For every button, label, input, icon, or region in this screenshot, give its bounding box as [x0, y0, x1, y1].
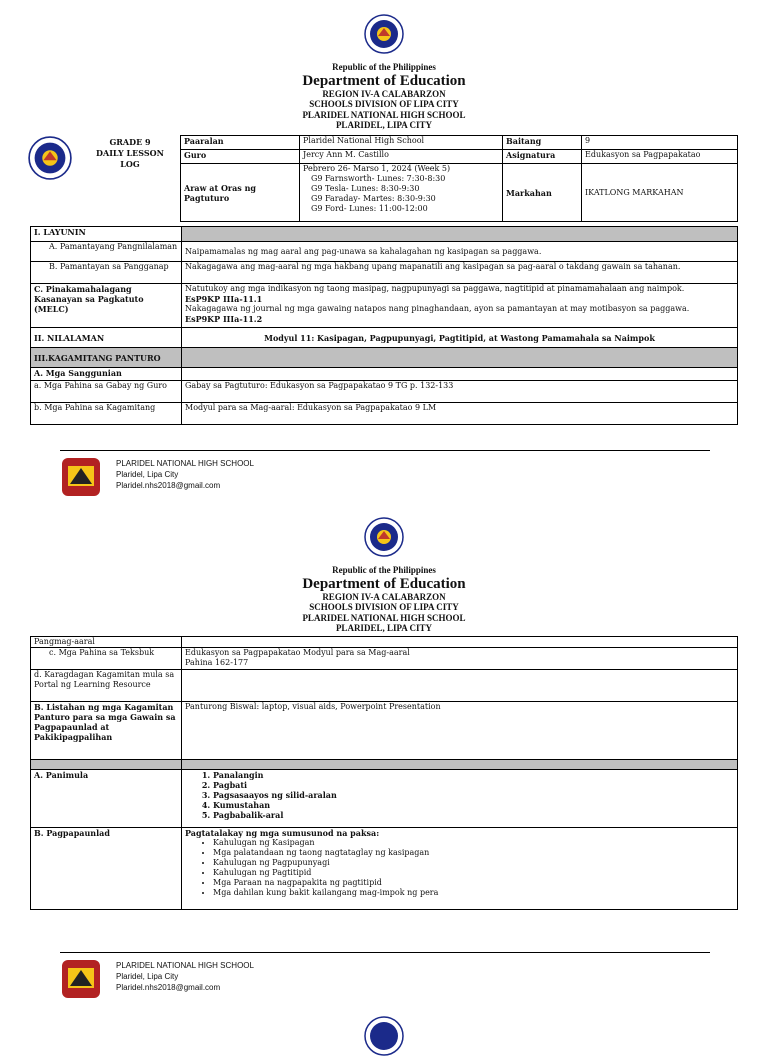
teksbuk-label: c. Mga Pahina sa Teksbuk	[31, 648, 182, 670]
footer-school: PLARIDEL NATIONAL HIGH SCHOOL	[116, 961, 254, 970]
list-item: • Kahulugan ng Pagpupunyagi	[213, 858, 734, 868]
division-text: SCHOOLS DIVISION OF LIPA CITY	[309, 602, 459, 612]
listahan-value: Panturong Biswal: laptop, visual aids, Powerpoint Presentation	[182, 702, 738, 760]
nilalaman-value: Modyul 11: Kasipagan, Pagpupunyagi, Pagtitipid, at Wastong Pamamahala sa Naimpok	[182, 328, 738, 348]
republic-text: Republic of the Philippines	[332, 62, 436, 72]
document-header-2	[0, 565, 768, 634]
lesson-table-1	[30, 226, 738, 425]
melc-code-2: EsP9KP IIIa-11.2	[185, 314, 263, 324]
log-label-2: LOG	[120, 159, 140, 169]
panimula-list	[182, 770, 738, 828]
markahan-label: Markahan	[503, 164, 582, 222]
address-text: PLARIDEL, LIPA CITY	[335, 623, 433, 633]
lesson-table-2	[30, 636, 738, 910]
gabay-label: a. Mga Pahina sa Gabay ng Guro	[31, 381, 182, 403]
teksbuk-value-1: Edukasyon sa Pagpapakatao Modyul para sa Mag-aaral	[185, 648, 410, 657]
list-item: 1. Panalangin	[213, 770, 734, 780]
kagamitang-heading: III.KAGAMITANG PANTURO	[31, 348, 182, 368]
list-item: • Mga palatandaan ng taong nagtataglay ng kasipagan	[213, 848, 734, 858]
address-text: PLARIDEL, LIPA CITY	[335, 120, 433, 130]
empty-cell	[182, 637, 738, 648]
list-item: • Mga Paraan na nagpapakita ng pagtitipid	[213, 878, 734, 888]
gray-cell	[31, 760, 182, 770]
kagamitang-mag-label: b. Mga Pahina sa Kagamitang	[31, 403, 182, 425]
melc-text-2: Nakagagawa ng journal ng mga gawaing natapos nang pinaghandaan, ayon sa pamantayan at may motibasyon sa paggawa.	[185, 304, 690, 313]
pamantayan-pangganap-label: B. Pamantayan sa Pangganap	[31, 262, 182, 284]
karagdagan-label: d. Karagdagan Kagamitan mula sa Portal ng Learning Resource	[31, 670, 182, 702]
list-item: 5. Pagbabalik-aral	[213, 810, 734, 820]
gray-cell	[182, 760, 738, 770]
list-item: • Kahulugan ng Kasipagan	[213, 838, 734, 848]
araw-label: Araw at Oras ng Pagtuturo	[181, 164, 300, 222]
teksbuk-value	[182, 648, 738, 670]
footer-school: PLARIDEL NATIONAL HIGH SCHOOL	[116, 459, 254, 468]
footer-1	[60, 450, 720, 502]
kagamitang-mag-value: Modyul para sa Mag-aaral: Edukasyon sa Pagpapakatao 9 LM	[182, 403, 738, 425]
division-text: SCHOOLS DIVISION OF LIPA CITY	[309, 99, 459, 109]
region-text: REGION IV-A CALABARZON	[322, 591, 446, 602]
footer-divider	[60, 450, 710, 451]
list-item: 3. Pagsasaayos ng silid-aralan	[213, 790, 734, 800]
pamantayang-pangnilalaman-value: Naipamamalas ng mag aaral ang pag-unawa sa kahalagahan ng kasipagan sa paggawa.	[182, 242, 738, 262]
info-table	[180, 135, 738, 222]
list-item: 2. Pagbati	[213, 780, 734, 790]
melc-value	[182, 284, 738, 328]
grade-label: GRADE 9	[109, 137, 151, 147]
deped-seal-small-icon	[28, 136, 72, 180]
deped-seal-icon	[364, 517, 404, 557]
deped-seal-icon	[364, 1016, 404, 1056]
guro-value: Jercy Ann M. Castillo	[300, 150, 503, 164]
melc-text-1: Natutukoy ang mga indikasyon ng taong masipag, nagpupunyagi sa paggawa, nagtitipid at pinamamahalaan ang naimpok.	[185, 284, 685, 293]
markahan-value: IKATLONG MARKAHAN	[582, 164, 738, 222]
republic-text: Republic of the Philippines	[332, 565, 436, 575]
layunin-heading: I. LAYUNIN	[31, 227, 182, 242]
document-header-1	[0, 62, 768, 131]
log-label-1: DAILY LESSON	[96, 148, 164, 158]
footer-address: Plaridel, Lipa City	[116, 972, 179, 981]
title-block	[84, 137, 176, 170]
baitang-value: 9	[582, 136, 738, 150]
araw-line: G9 Ford- Lunes: 11:00-12:00	[311, 204, 428, 213]
melc-code-1: EsP9KP IIIa-11.1	[185, 294, 263, 304]
gabay-value: Gabay sa Pagtuturo: Edukasyon sa Pagpapakatao 9 TG p. 132-133	[182, 381, 738, 403]
empty-cell	[182, 368, 738, 381]
araw-value	[300, 164, 503, 222]
paaralan-value: Plaridel National High School	[300, 136, 503, 150]
school-text: PLARIDEL NATIONAL HIGH SCHOOL	[302, 109, 466, 120]
footer-email[interactable]: Plaridel.nhs2018@gmail.com	[116, 983, 221, 992]
pagpapaunlad-list	[182, 828, 738, 910]
list-item: • Kahulugan ng Pagtitipid	[213, 868, 734, 878]
footer-text	[116, 960, 254, 993]
footer-email[interactable]: Plaridel.nhs2018@gmail.com	[116, 481, 221, 490]
pagpapaunlad-intro: Pagtatalakay ng mga sumusunod na paksa:	[185, 828, 380, 838]
melc-label: C. Pinakamahalagang Kasanayan sa Pagkatuto (MELC)	[31, 284, 182, 328]
department-title: Department of Education	[302, 72, 466, 89]
pamantayang-pangnilalaman-label: A. Pamantayang Pangnilalaman	[31, 242, 182, 262]
panimula-label: A. Panimula	[31, 770, 182, 828]
asignatura-value: Edukasyon sa Pagpapakatao	[582, 150, 738, 164]
teksbuk-value-2: Pahina 162-177	[185, 658, 249, 667]
list-item: 4. Kumustahan	[213, 800, 734, 810]
araw-line: G9 Tesla- Lunes: 8:30-9:30	[311, 184, 420, 193]
deped-seal-icon	[364, 14, 404, 54]
araw-line: Pebrero 26- Marso 1, 2024 (Week 5)	[303, 164, 451, 173]
gray-cell	[182, 348, 738, 368]
region-text: REGION IV-A CALABARZON	[322, 88, 446, 99]
footer-divider	[60, 952, 710, 953]
pangmag-label: Pangmag-aaral	[31, 637, 182, 648]
department-title: Department of Education	[302, 575, 466, 592]
list-item: • Mga dahilan kung bakit kailangang mag-impok ng pera	[213, 888, 734, 898]
sanggunian-label: A. Mga Sanggunian	[31, 368, 182, 381]
footer-address: Plaridel, Lipa City	[116, 470, 179, 479]
araw-line: G9 Farnsworth- Lunes: 7:30-8:30	[311, 174, 446, 183]
footer-2	[60, 952, 720, 1004]
school-text: PLARIDEL NATIONAL HIGH SCHOOL	[302, 612, 466, 623]
school-logo-icon	[60, 456, 102, 498]
nilalaman-label: II. NILALAMAN	[31, 328, 182, 348]
araw-line: G9 Faraday- Martes: 8:30-9:30	[311, 194, 436, 203]
pamantayan-pangganap-value: Nakagagawa ang mag-aaral ng mga hakbang upang mapanatili ang kasipagan sa pag-aaral o takdang gawain sa tahanan.	[182, 262, 738, 284]
school-logo-icon	[60, 958, 102, 1000]
listahan-label: B. Listahan ng mga Kagamitan Panturo para sa mga Gawain sa Pagpapaunlad at Pakikipagpalihan	[31, 702, 182, 760]
asignatura-label: Asignatura	[503, 150, 582, 164]
gray-cell	[182, 227, 738, 242]
baitang-label: Baitang	[503, 136, 582, 150]
guro-label: Guro	[181, 150, 300, 164]
paaralan-label: Paaralan	[181, 136, 300, 150]
footer-text	[116, 458, 254, 491]
empty-cell	[182, 670, 738, 702]
pagpapaunlad-label: B. Pagpapaunlad	[31, 828, 182, 910]
